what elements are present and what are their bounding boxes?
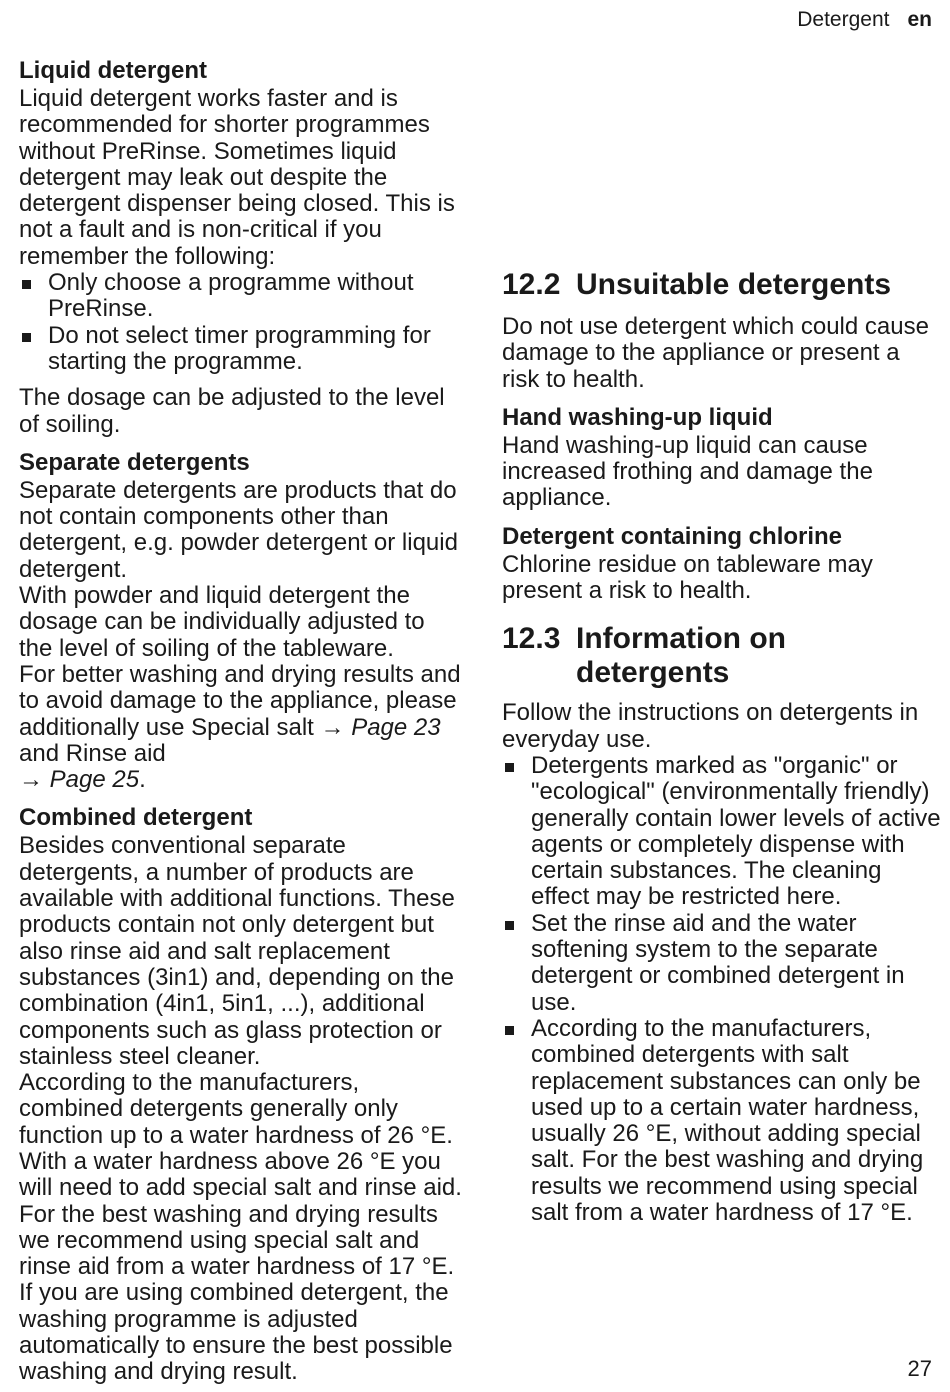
left-column xyxy=(19,56,464,1386)
list-item: According to the manufacturers, combined detergents with salt replacement substances can only be used up to a certain water hardness, usually 26 °E, without adding special salt. For the best washing and drying results we recommend using special salt from a water hardness of 17 °E. xyxy=(502,1016,942,1226)
header-section: Detergent xyxy=(797,8,890,31)
arrow-icon: → xyxy=(320,713,345,741)
page-reference-rinse-aid[interactable]: Page 25 xyxy=(49,766,140,794)
chlorine-text: Chlorine residue on tableware may present a risk to health. xyxy=(502,550,873,605)
separate-p1: Separate detergents are products that do not contain components other than detergent, e.g. powder detergent or liquid detergent. xyxy=(19,476,458,583)
combined-p1: Besides conventional separate detergents, a number of products are available with additional functions. These products contain not only detergent but also rinse aid and salt replacement substances (3in1) and, depending on the combination (4in1, 5in1, ...), additional components such as glass protection or stainless steel cleaner. xyxy=(19,832,455,1070)
bullet-icon xyxy=(22,333,31,342)
bullet-icon xyxy=(505,763,514,772)
liquid-outro: The dosage can be adjusted to the level of soiling. xyxy=(19,384,445,438)
header-language: en xyxy=(907,8,932,31)
info-bullet-list xyxy=(502,753,942,1226)
arrow-icon: → xyxy=(19,766,43,794)
list-item: Only choose a programme without PreRinse. xyxy=(19,270,464,323)
section-heading-12-2: 12.2 Unsuitable detergents xyxy=(502,268,892,301)
bullet-icon xyxy=(505,921,514,930)
liquid-intro: Liquid detergent works faster and is recommended for shorter programmes without PreRinse. Sometimes liquid detergent may leak out despite the detergent dispenser being closed. This is not a fault and is non-critical if you remember the following: xyxy=(19,85,455,270)
column-continuation-spacer xyxy=(502,56,942,268)
heading-hand-washing-up-liquid: Hand washing-up liquid xyxy=(502,403,773,431)
list-item: Do not select timer programming for starting the programme. xyxy=(19,323,464,376)
bullet-icon xyxy=(22,280,31,289)
liquid-bullet-list xyxy=(19,270,464,375)
heading-combined-detergent: Combined detergent xyxy=(19,804,253,832)
list-item: Set the rinse aid and the water softening system to the separate detergent or combined detergent in use. xyxy=(502,911,942,1016)
separate-p3: For better washing and drying results and to avoid damage to the appliance, please additionally use Special salt → Page 23 and Rinse aid → Page 25. xyxy=(19,660,461,794)
right-column xyxy=(502,56,942,1236)
page-reference-salt[interactable]: Page 23 xyxy=(351,713,441,741)
separate-p2: With powder and liquid detergent the dosage can be individually adjusted to the level of soiling of the tableware. xyxy=(19,582,425,662)
page-number: 27 xyxy=(907,1356,932,1381)
bullet-icon xyxy=(505,1026,514,1035)
heading-chlorine: Detergent containing chlorine xyxy=(502,522,843,550)
info-intro: Follow the instructions on detergents in everyday use. xyxy=(502,699,919,753)
list-item: Detergents marked as "organic" or "ecological" (environmentally friendly) generally contain lower levels of active agents or completely dispense with certain substances. The cleaning effect may be restricted here. xyxy=(502,753,942,911)
heading-separate-detergents: Separate detergents xyxy=(19,448,250,476)
section-heading-12-3: 12.3 Information on detergents xyxy=(502,622,786,690)
running-header xyxy=(797,8,932,32)
unsuitable-intro: Do not use detergent which could cause damage to the appliance or present a risk to health. xyxy=(502,313,929,393)
heading-liquid-detergent: Liquid detergent xyxy=(19,57,207,84)
combined-p2: According to the manufacturers, combined detergents generally only function up to a water hardness of 26 °E. With a water hardness above 26 °E you will need to add special salt and rinse aid. For the best washing and drying results we recommend using special salt and rinse aid from a water hardness of 17 °E. If you are using combined detergent, the washing programme is adjusted automatically to ensure the best possible washing and drying result. xyxy=(19,1069,462,1386)
hand-washing-up-text: Hand washing-up liquid can cause increased frothing and damage the appliance. xyxy=(502,431,873,512)
